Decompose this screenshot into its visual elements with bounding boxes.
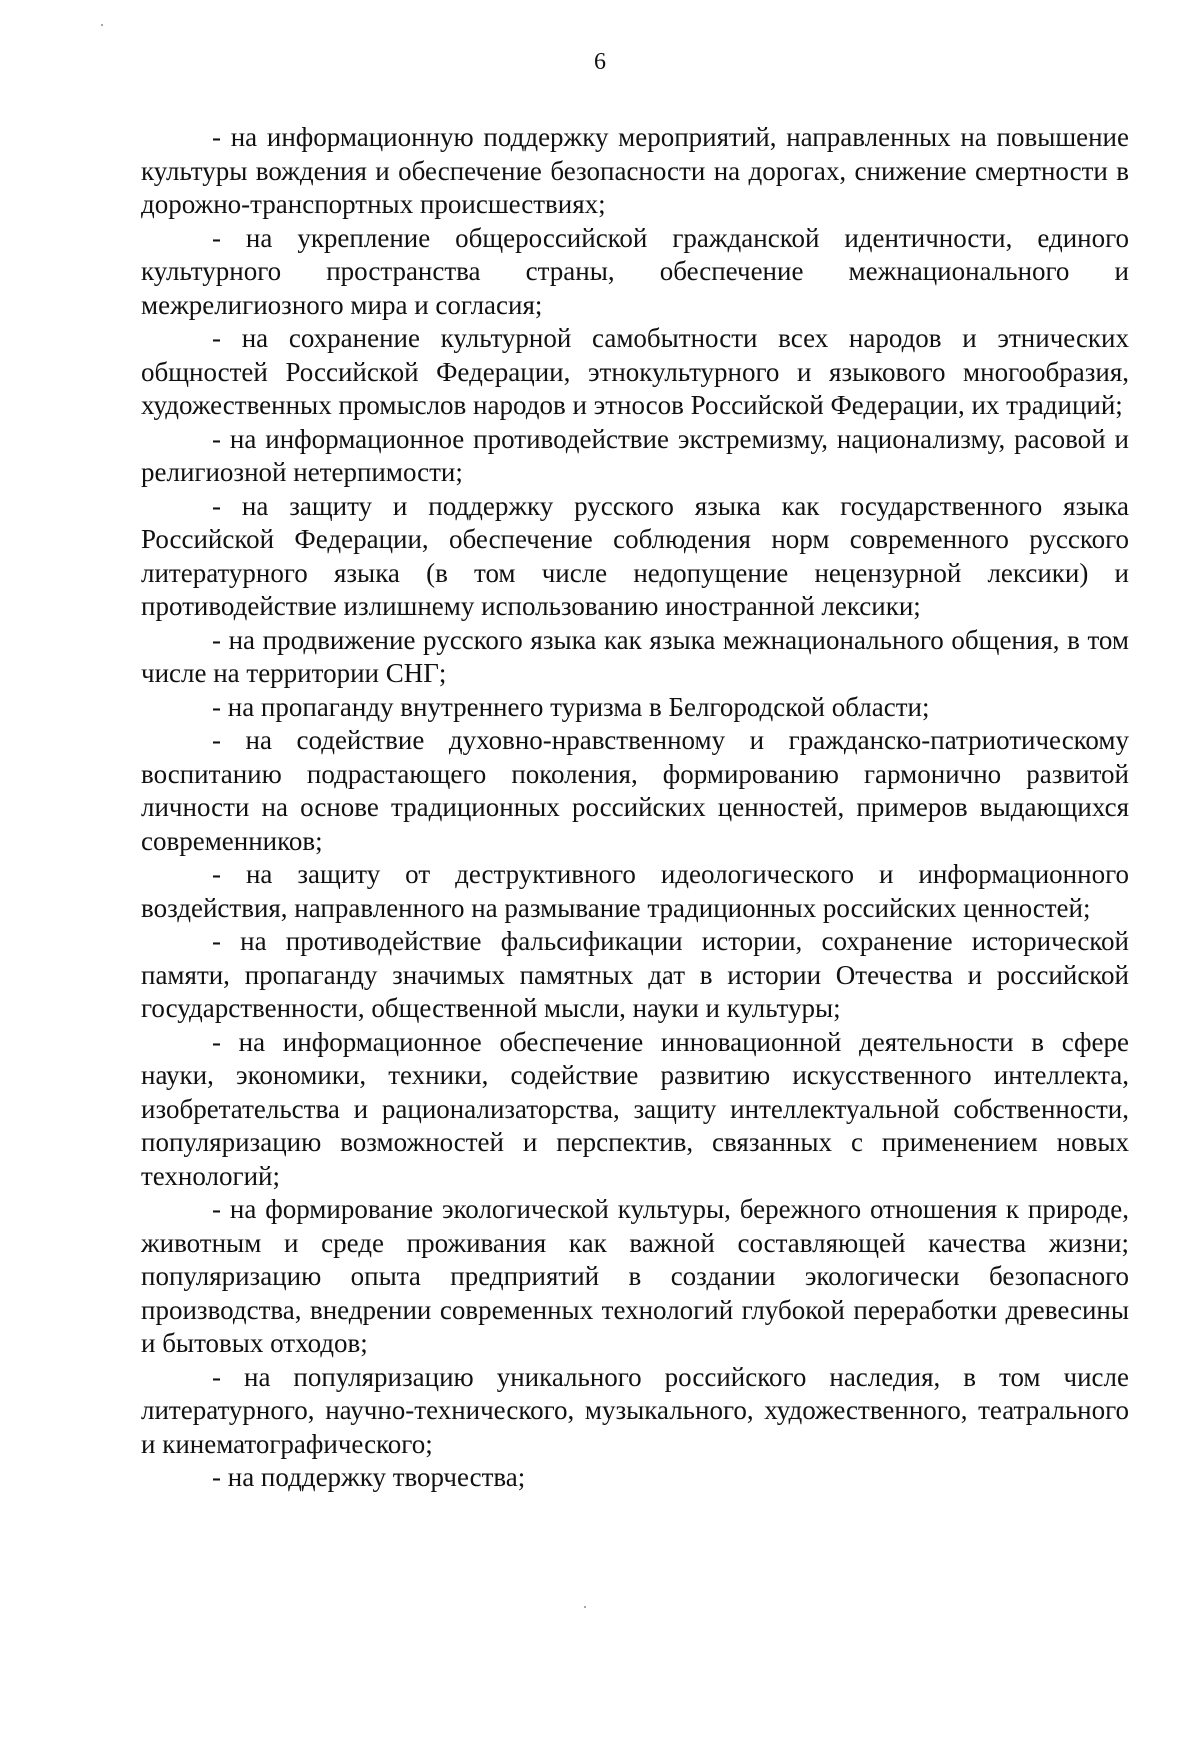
- list-item: - на пропаганду внутреннего туризма в Белгородской области;: [212, 691, 930, 722]
- scan-speck: [584, 1606, 586, 1608]
- list-item: - на информационное обеспечение инновационной деятельности в сфере науки, экономики, техники, содействие развитию искусственного интеллекта, изобретательства и рационализаторства, защиту интеллектуальной собственности, популяризацию возможностей и перспектив, связанных с применением новых технологий;: [141, 1026, 1129, 1191]
- list-item: - на информационную поддержку мероприятий, направленных на повышение культуры вождения и обеспечение безопасности на дорогах, снижение смертности в дорожно-транспортных происшествиях;: [141, 122, 1129, 219]
- list-item: - на формирование экологической культуры, бережного отношения к природе, животным и среде проживания как важной составляющей качества жизни; популяризацию опыта предприятий в создании экологически безопасного производства, внедрении современных технологий глубокой переработки древесины и бытовых отходов;: [141, 1194, 1129, 1358]
- list-item: - на продвижение русского языка как языка межнационального общения, в том числе на территории СНГ;: [141, 624, 1129, 688]
- list-item: - на защиту от деструктивного идеологического и информационного воздействия, направленного на размывание традиционных российских ценностей;: [141, 859, 1129, 923]
- list-item: - на информационное противодействие экстремизму, национализму, расовой и религиозной нетерпимости;: [141, 423, 1129, 487]
- list-item: - на противодействие фальсификации истории, сохранение исторической памяти, пропаганду значимых памятных дат в истории Отечества и российской государственности, общественной мысли, науки и культуры;: [141, 926, 1129, 1023]
- document-body: [141, 121, 1129, 1495]
- list-item: - на защиту и поддержку русского языка как государственного языка Российской Федерации, обеспечение соблюдения норм современного русского литературного языка (в том числе недопущение нецензурной лексики) и противодействие излишнему использованию иностранной лексики;: [141, 490, 1129, 621]
- list-item: - на популяризацию уникального российского наследия, в том числе литературного, научно-технического, музыкального, художественного, театрального и кинематографического;: [141, 1361, 1129, 1459]
- page-number: 6: [594, 49, 606, 75]
- list-item: - на укрепление общероссийской гражданской идентичности, единого культурного пространства страны, обеспечение межнационального и межрелигиозного мира и согласия;: [141, 222, 1129, 320]
- scan-speck: [101, 24, 103, 26]
- list-item: - на сохранение культурной самобытности всех народов и этнических общностей Российской Федерации, этнокультурного и языкового многообразия, художественных промыслов народов и этносов Российской Федерации, их традиций;: [141, 323, 1129, 420]
- list-item: - на содействие духовно-нравственному и гражданско-патриотическому воспитанию подрастающего поколения, формированию гармонично развитой личности на основе традиционных российских ценностей, примеров выдающихся современников;: [141, 725, 1129, 856]
- list-item: - на поддержку творчества;: [212, 1462, 526, 1492]
